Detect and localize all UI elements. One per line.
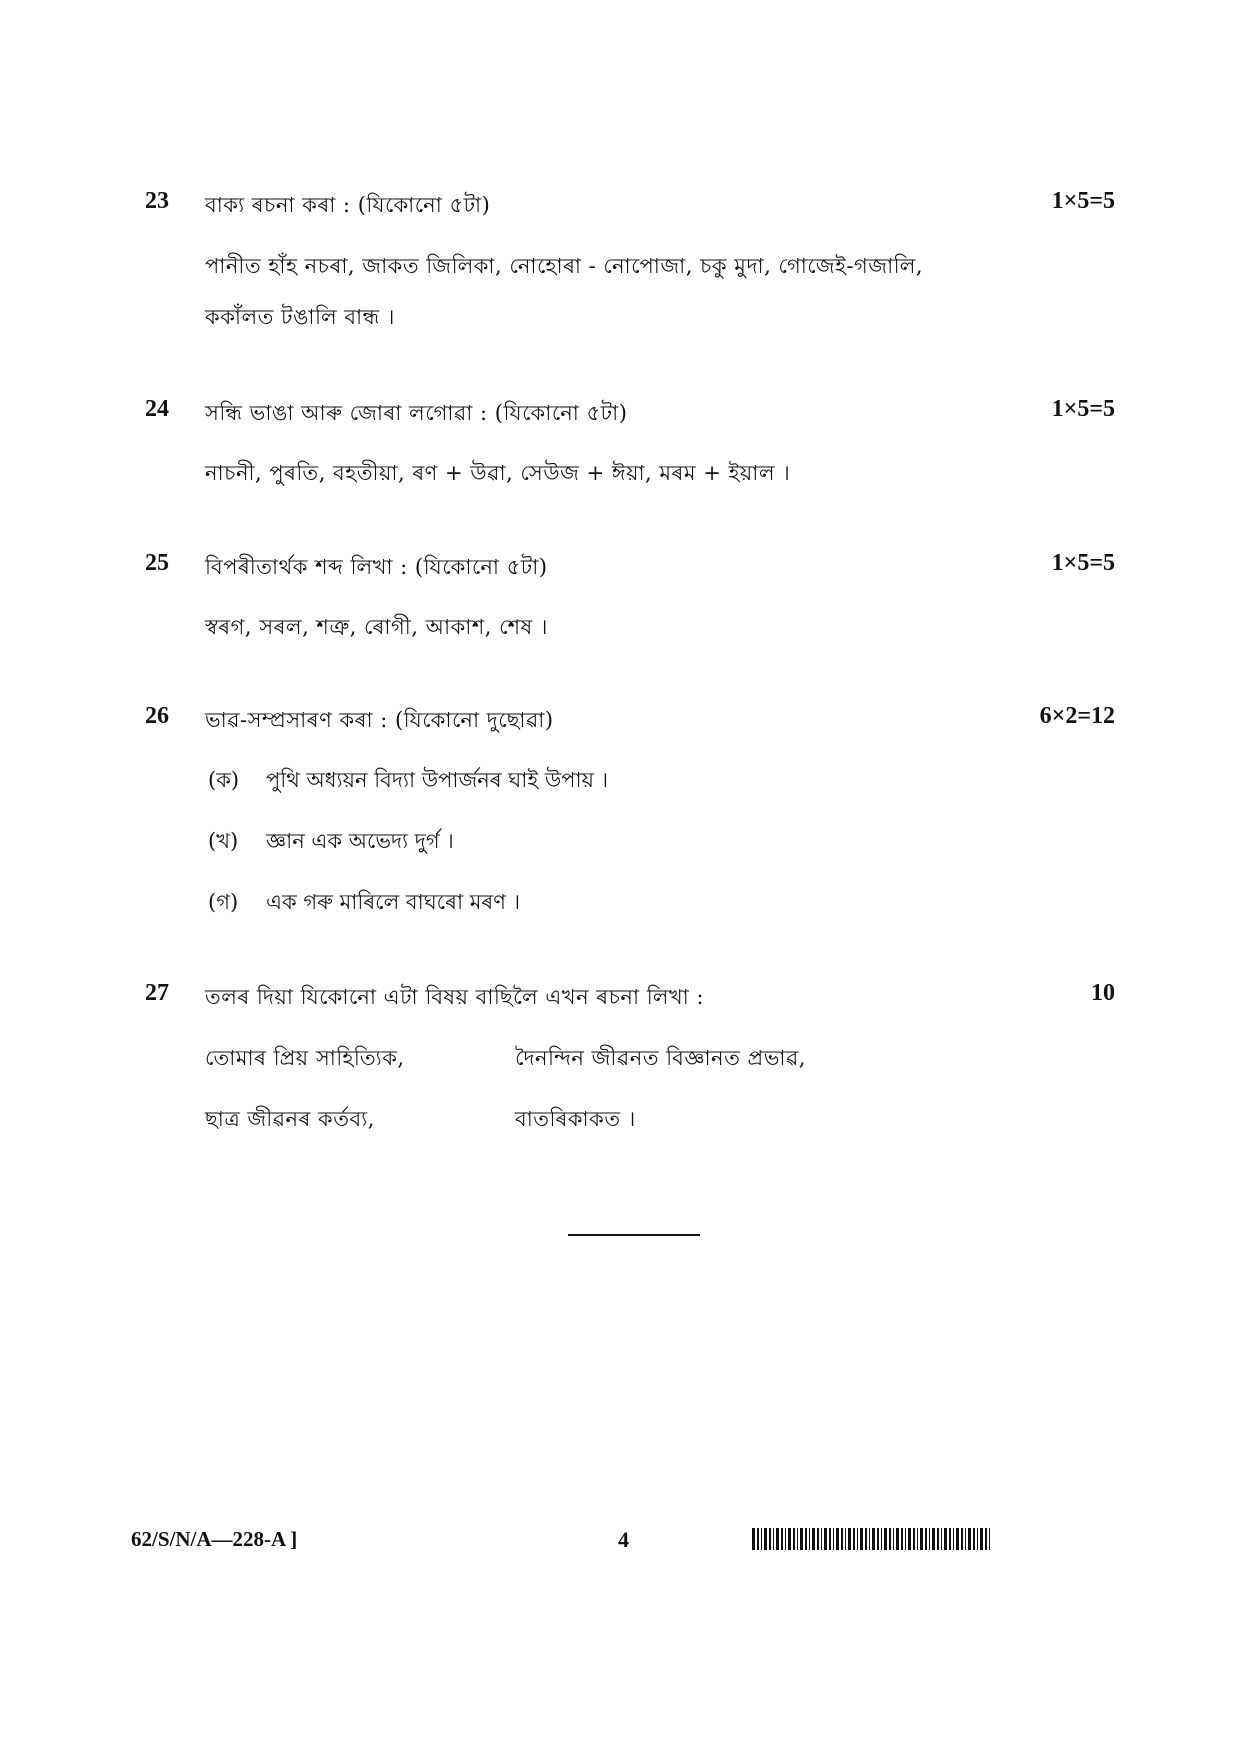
question-number: 26	[145, 703, 169, 729]
question-text-line: স্বৰগ, সৰল, শত্ৰু, ৰোগী, আকাশ, শেষ ।	[205, 615, 548, 639]
essay-topic: তোমাৰ প্ৰিয় সাহিত্যিক,	[205, 1046, 405, 1070]
sub-item-text: এক গৰু মাৰিলে বাঘৰো মৰণ ।	[266, 890, 521, 914]
paper-code: 62/S/N/A—228-A ]	[131, 1527, 298, 1551]
page-number: 4	[618, 1527, 629, 1552]
question-marks: 10	[1091, 980, 1115, 1006]
sub-item-label: (ক)	[208, 768, 240, 792]
end-divider	[568, 1234, 700, 1236]
question-title: বিপৰীতাৰ্থক শব্দ লিখা : (যিকোনো ৫টা)	[205, 555, 548, 579]
question-number: 23	[145, 188, 169, 214]
sub-item	[208, 886, 520, 921]
question-number: 27	[145, 980, 169, 1006]
barcode-icon	[752, 1528, 992, 1550]
question-number: 24	[145, 396, 169, 422]
sub-item-text: জ্ঞান এক অভেদ্য দুৰ্গ ।	[266, 829, 454, 853]
sub-item-label: (খ)	[208, 829, 239, 853]
question-marks: 1×5=5	[1051, 396, 1115, 422]
question-number: 25	[145, 550, 169, 576]
essay-topic: বাতৰিকাকত ।	[515, 1107, 636, 1131]
question-text-line: নাচনী, পুৰতি, বহতীয়া, ৰণ + উৱা, সেউজ + ঈয়া, মৰম + ইয়াল ।	[205, 461, 791, 485]
sub-item-label: (গ)	[208, 890, 239, 914]
essay-topic: দৈনন্দিন জীৱনত বিজ্ঞানত প্ৰভাৱ,	[515, 1046, 806, 1070]
question-marks: 6×2=12	[1039, 703, 1115, 729]
question-marks: 1×5=5	[1051, 550, 1115, 576]
question-title: সন্ধি ভাঙা আৰু জোৰা লগোৱা : (যিকোনো ৫টা)	[205, 401, 628, 425]
sub-item	[208, 825, 454, 860]
question-title: তলৰ দিয়া যিকোনো এটা বিষয় বাছিলৈ এখন ৰচনা লিখা :	[205, 985, 705, 1009]
question-title: ভাৱ-সম্প্ৰসাৰণ কৰা : (যিকোনো দুছোৱা)	[205, 708, 554, 732]
essay-topic: ছাত্ৰ জীৱনৰ কৰ্তব্য,	[205, 1107, 375, 1131]
sub-item	[208, 764, 608, 799]
question-marks: 1×5=5	[1051, 188, 1115, 214]
question-text-line: পানীত হাঁহ নচৰা, জাকত জিলিকা, নোহোৰা - নোপোজা, চকু মুদা, গোজেই-গজালি,	[205, 254, 924, 278]
question-title: বাক্য ৰচনা কৰা : (যিকোনো ৫টা)	[205, 193, 491, 217]
question-text-line: ককাঁলত টঙালি বান্ধ ।	[205, 305, 395, 329]
sub-item-text: পুথি অধ্যয়ন বিদ্যা উপাৰ্জনৰ ঘাই উপায় ।	[266, 768, 609, 792]
